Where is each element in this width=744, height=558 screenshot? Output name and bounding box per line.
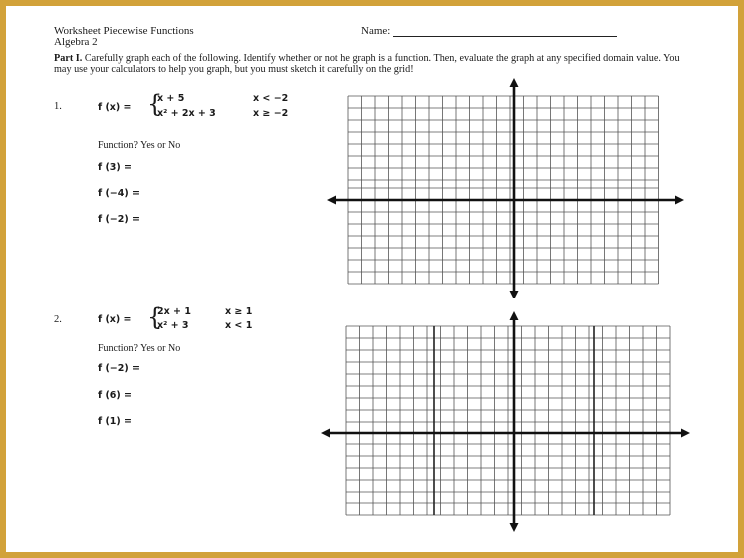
down-arrow-icon [510, 291, 519, 298]
part1-instructions [54, 54, 694, 75]
problem-2-piece-2-cond: x < 1 [225, 320, 253, 331]
grid-1-axes [333, 84, 679, 294]
problem-2-coordinate-grid[interactable] [318, 308, 690, 532]
problem-1-piece-1-cond: x < −2 [253, 93, 289, 104]
right-arrow-icon [675, 196, 684, 205]
problem-1-coordinate-grid[interactable] [324, 76, 684, 298]
name-underline [393, 26, 617, 37]
right-arrow-icon [681, 429, 690, 438]
problem-2-piece-2-expr: x² + 3 [157, 320, 189, 331]
problem-1-brace: { [147, 90, 163, 118]
problem-1-lhs: f (x) = [98, 102, 132, 113]
problem-1-piece-2-cond: x ≥ −2 [253, 108, 289, 119]
part1-label: Part I. [54, 53, 83, 64]
grid-2-lines [346, 326, 670, 515]
problem-2-piece-1-cond: x ≥ 1 [225, 306, 253, 317]
problem-1-number: 1. [54, 101, 62, 112]
course-subtitle: Algebra 2 [54, 36, 98, 48]
problem-2-eval-1: f (−2) = [98, 363, 140, 374]
problem-2-eval-2: f (6) = [98, 390, 133, 401]
problem-2-lhs: f (x) = [98, 314, 132, 325]
problem-1-eval-2: f (−4) = [98, 188, 140, 199]
problem-2-brace: { [147, 303, 163, 331]
problem-1-eval-1: f (3) = [98, 162, 133, 173]
problem-2-piece-1-expr: 2x + 1 [157, 306, 191, 317]
problem-2-function-prompt: Function? Yes or No [98, 343, 181, 354]
problem-1-function-prompt: Function? Yes or No [98, 140, 181, 151]
name-label: Name: [361, 25, 391, 37]
grid-1-lines [348, 96, 659, 284]
problem-1-piece-2-expr: x² + 2x + 3 [157, 108, 216, 119]
grid-2-axis-arrows [321, 311, 690, 532]
problem-1-eval-3: f (−2) = [98, 214, 140, 225]
name-field[interactable] [361, 25, 617, 37]
worksheet-title: Worksheet Piecewise Functions [54, 25, 194, 37]
problem-2-eval-3: f (1) = [98, 416, 133, 427]
worksheet-page [6, 6, 738, 552]
down-arrow-icon [510, 523, 519, 532]
part1-text: Carefully graph each of the following. Identify whether or not he graph is a function. Then, evaluate the graph at any specified domain value. You may use your calculators to help you graph, but you must sketch it carefully on the grid! [54, 53, 680, 75]
left-arrow-icon [327, 196, 336, 205]
left-arrow-icon [321, 429, 330, 438]
up-arrow-icon [510, 311, 519, 320]
up-arrow-icon [510, 78, 519, 87]
problem-2-number: 2. [54, 314, 62, 325]
problem-1-piece-1-expr: x + 5 [157, 93, 185, 104]
